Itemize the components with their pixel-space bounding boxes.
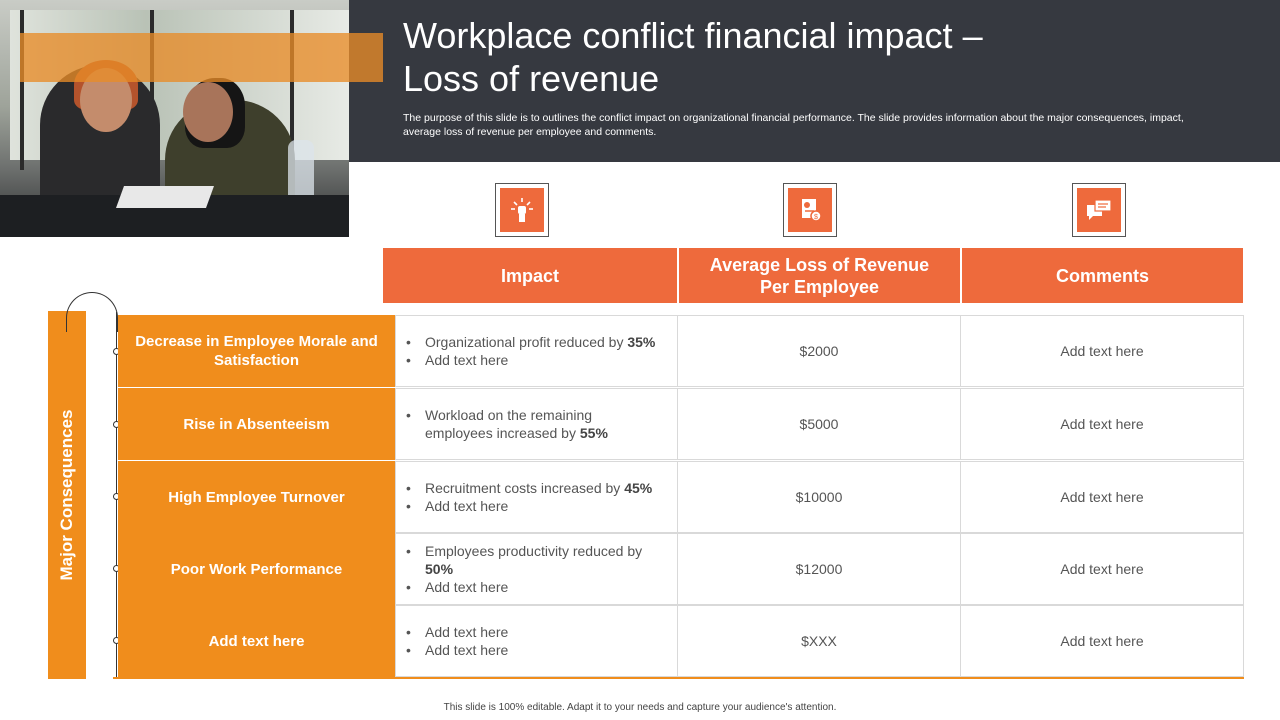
row-impact-cell <box>395 605 678 677</box>
money-document-icon <box>796 196 824 224</box>
impact-bullet <box>406 333 655 351</box>
row-consequence-label: Add text here <box>118 605 395 677</box>
impact-list <box>406 333 655 369</box>
loss-column-icon-bg <box>788 188 832 232</box>
page-title <box>403 14 1163 100</box>
row-comment-cell: Add text here <box>961 315 1244 387</box>
side-label-text: Major Consequences <box>57 409 76 581</box>
svg-text:$: $ <box>814 214 818 221</box>
impact-text: Add text here <box>425 642 509 658</box>
impact-text: Recruitment costs increased by <box>425 480 625 496</box>
impact-percentage: 55% <box>579 425 608 441</box>
row-comment-cell: Add text here <box>961 388 1244 460</box>
row-comment-cell: Add text here <box>961 605 1244 677</box>
impact-list <box>406 542 645 596</box>
row-consequence-label: Decrease in Employee Morale and Satisfaction <box>118 315 395 387</box>
row-comment-cell: Add text here <box>961 533 1244 605</box>
comments-column-icon-box <box>1072 183 1126 237</box>
row-consequence-label: High Employee Turnover <box>118 461 395 533</box>
comments-column-icon-bg <box>1077 188 1121 232</box>
impact-text: Add text here <box>425 498 509 514</box>
column-header-loss <box>679 248 960 303</box>
table-bottom-border <box>113 677 1244 679</box>
row-loss-cell: $10000 <box>678 461 961 533</box>
photo-paper <box>116 186 214 208</box>
impact-column-icon-box <box>495 183 549 237</box>
impact-text: Add text here <box>425 624 509 640</box>
row-loss-cell: $12000 <box>678 533 961 605</box>
impact-bullet <box>406 351 655 369</box>
column-header-loss-text <box>710 254 929 298</box>
impact-text: Organizational profit reduced by <box>425 334 628 350</box>
impact-bullet <box>406 479 652 497</box>
row-comment-cell: Add text here <box>961 461 1244 533</box>
connector-arc <box>66 292 118 332</box>
row-loss-cell: $2000 <box>678 315 961 387</box>
column-header-loss-line1: Average Loss of Revenue <box>709 254 930 275</box>
impact-text: Add text here <box>425 352 509 368</box>
impact-percentage: 45% <box>624 480 653 496</box>
impact-text: Employees productivity reduced by <box>425 543 643 559</box>
column-header-loss-line2: Per Employee <box>759 276 880 297</box>
impact-bullet <box>406 406 625 442</box>
impact-bullet <box>406 497 652 515</box>
row-impact-cell <box>395 388 678 460</box>
impact-bullet <box>406 542 645 578</box>
column-header-comments: Comments <box>962 248 1243 303</box>
footer-note: This slide is 100% editable. Adapt it to your needs and capture your audience's attention. <box>443 702 837 713</box>
row-loss-cell: $5000 <box>678 388 961 460</box>
impact-percentage: 35% <box>627 334 656 350</box>
lightbulb-fist-icon <box>508 196 536 224</box>
row-impact-cell <box>395 533 678 605</box>
row-consequence-label: Rise in Absenteeism <box>118 388 395 460</box>
photo-accent-band <box>20 33 383 82</box>
page-subtitle: The purpose of this slide is to outlines the conflict impact on organizational financial performance. The slide provides information about the major consequences, impact, average loss of revenue per employee and comments. <box>403 112 1184 138</box>
impact-column-icon-bg <box>500 188 544 232</box>
row-loss-cell: $XXX <box>678 605 961 677</box>
impact-bullet <box>406 578 645 596</box>
impact-percentage: 50% <box>425 561 454 577</box>
row-impact-cell <box>395 315 678 387</box>
speech-bubbles-icon <box>1085 196 1113 224</box>
title-line-2: Loss of revenue <box>403 58 660 99</box>
title-line-1: Workplace conflict financial impact – <box>403 15 983 56</box>
impact-list <box>406 623 508 659</box>
impact-text: Add text here <box>425 579 509 595</box>
photo-head-right <box>183 82 233 142</box>
impact-bullet <box>406 641 508 659</box>
column-header-impact: Impact <box>383 248 677 303</box>
impact-text: Workload on the remaining employees increased by <box>425 407 593 441</box>
impact-list <box>406 406 625 442</box>
impact-list <box>406 479 652 515</box>
row-consequence-label: Poor Work Performance <box>118 533 395 605</box>
impact-bullet <box>406 623 508 641</box>
loss-column-icon-box <box>783 183 837 237</box>
row-impact-cell <box>395 461 678 533</box>
